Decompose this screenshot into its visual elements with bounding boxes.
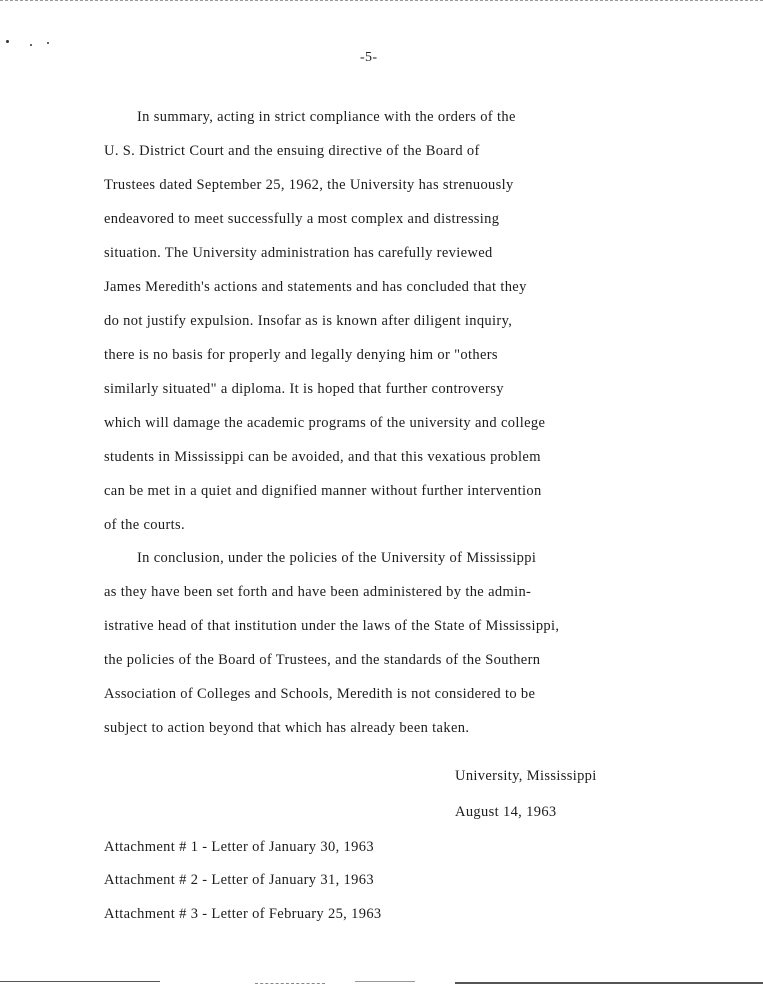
paragraph-2-line: In conclusion, under the policies of the University of Mississippi xyxy=(137,550,537,566)
paragraph-1-line: endeavored to meet successfully a most complex and distressing xyxy=(104,211,500,227)
scan-speck xyxy=(47,42,49,44)
paragraph-1-line: In summary, acting in strict compliance with the orders of the xyxy=(137,109,516,125)
paragraph-1-line: students in Mississippi can be avoided, and that this vexatious problem xyxy=(104,449,541,465)
attachment-item: Attachment # 3 - Letter of February 25, 1963 xyxy=(104,906,382,922)
paragraph-2-line: Association of Colleges and Schools, Meredith is not considered to be xyxy=(104,686,536,702)
scan-speck xyxy=(6,40,9,43)
paragraph-1-line: situation. The University administration has carefully reviewed xyxy=(104,245,493,261)
paragraph-1-line: U. S. District Court and the ensuing directive of the Board of xyxy=(104,143,480,159)
paragraph-1-line: Trustees dated September 25, 1962, the University has strenuously xyxy=(104,177,514,193)
page-bottom-edge xyxy=(455,982,763,984)
scan-speck xyxy=(30,44,32,46)
paragraph-1-line: James Meredith's actions and statements and has concluded that they xyxy=(104,279,527,295)
attachment-item: Attachment # 1 - Letter of January 30, 1963 xyxy=(104,839,374,855)
paragraph-2-line: istrative head of that institution under the laws of the State of Mississippi, xyxy=(104,618,560,634)
signature-date: August 14, 1963 xyxy=(455,804,557,820)
page-top-edge xyxy=(0,0,763,1)
paragraph-1-line: do not justify expulsion. Insofar as is known after diligent inquiry, xyxy=(104,313,513,329)
paragraph-1-line: of the courts. xyxy=(104,517,186,533)
page-number: -5- xyxy=(360,50,378,65)
paragraph-2-line: the policies of the Board of Trustees, and the standards of the Southern xyxy=(104,652,541,668)
paragraph-1-line: which will damage the academic programs of the university and college xyxy=(104,415,546,431)
paragraph-1-line: there is no basis for properly and legally denying him or "others xyxy=(104,347,498,363)
page-bottom-edge xyxy=(0,981,160,982)
paragraph-1-line: can be met in a quiet and dignified manner without further intervention xyxy=(104,483,542,499)
paragraph-2-line: as they have been set forth and have been administered by the admin- xyxy=(104,584,532,600)
attachment-item: Attachment # 2 - Letter of January 31, 1963 xyxy=(104,872,374,888)
page-bottom-edge xyxy=(355,981,415,982)
page-bottom-edge xyxy=(255,983,325,984)
paragraph-2-line: subject to action beyond that which has already been taken. xyxy=(104,720,470,736)
signature-place: University, Mississippi xyxy=(455,768,597,784)
paragraph-1-line: similarly situated" a diploma. It is hoped that further controversy xyxy=(104,381,504,397)
